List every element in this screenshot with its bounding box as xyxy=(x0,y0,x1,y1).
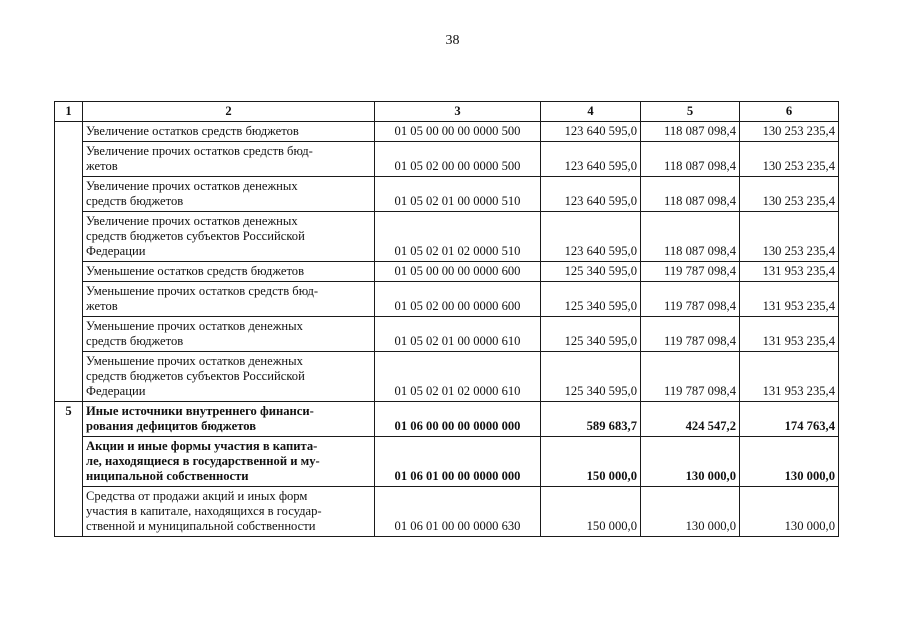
amount-col5-cell: 119 787 098,4 xyxy=(641,317,740,352)
row-number-cell xyxy=(55,437,83,487)
table-row xyxy=(55,122,839,142)
amount-col6-cell: 130 253 235,4 xyxy=(740,142,839,177)
row-number-cell xyxy=(55,282,83,317)
amount-col6-cell: 174 763,4 xyxy=(740,402,839,437)
description-cell: Уменьшение прочих остатков средств бюд- жетов xyxy=(83,282,375,317)
amount-col6-cell: 130 000,0 xyxy=(740,487,839,537)
description-cell: Акции и иные формы участия в капита- ле, находящиеся в государственной и му- ниципальной собственности xyxy=(83,437,375,487)
table-row xyxy=(55,142,839,177)
table-row xyxy=(55,352,839,402)
amount-col6-cell: 131 953 235,4 xyxy=(740,262,839,282)
code-cell: 01 05 02 00 00 0000 500 xyxy=(375,142,541,177)
amount-col6-cell: 131 953 235,4 xyxy=(740,352,839,402)
amount-col5-cell: 118 087 098,4 xyxy=(641,142,740,177)
description-cell: Увеличение прочих остатков денежных средств бюджетов субъектов Российской Федерации xyxy=(83,212,375,262)
description-cell: Увеличение прочих остатков денежных средств бюджетов xyxy=(83,177,375,212)
code-cell: 01 05 02 01 00 0000 610 xyxy=(375,317,541,352)
code-cell: 01 06 01 00 00 0000 000 xyxy=(375,437,541,487)
header-cell-2: 2 xyxy=(83,102,375,122)
code-cell: 01 05 00 00 00 0000 500 xyxy=(375,122,541,142)
row-number-cell xyxy=(55,177,83,212)
amount-col6-cell: 130 000,0 xyxy=(740,437,839,487)
amount-col4-cell: 125 340 595,0 xyxy=(541,262,641,282)
amount-col6-cell: 131 953 235,4 xyxy=(740,317,839,352)
table-row xyxy=(55,402,839,437)
amount-col5-cell: 118 087 098,4 xyxy=(641,122,740,142)
amount-col6-cell: 130 253 235,4 xyxy=(740,212,839,262)
amount-col4-cell: 125 340 595,0 xyxy=(541,352,641,402)
table-row xyxy=(55,437,839,487)
table-row xyxy=(55,282,839,317)
amount-col6-cell: 130 253 235,4 xyxy=(740,122,839,142)
table-row xyxy=(55,177,839,212)
row-number-cell xyxy=(55,352,83,402)
amount-col5-cell: 130 000,0 xyxy=(641,487,740,537)
amount-col4-cell: 123 640 595,0 xyxy=(541,142,641,177)
amount-col5-cell: 130 000,0 xyxy=(641,437,740,487)
table-body xyxy=(55,102,839,537)
code-cell: 01 06 01 00 00 0000 630 xyxy=(375,487,541,537)
description-cell: Уменьшение остатков средств бюджетов xyxy=(83,262,375,282)
amount-col4-cell: 123 640 595,0 xyxy=(541,212,641,262)
header-cell-3: 3 xyxy=(375,102,541,122)
row-number-cell xyxy=(55,212,83,262)
amount-col4-cell: 150 000,0 xyxy=(541,487,641,537)
header-cell-6: 6 xyxy=(740,102,839,122)
description-cell: Увеличение остатков средств бюджетов xyxy=(83,122,375,142)
row-number-cell xyxy=(55,317,83,352)
description-cell: Средства от продажи акций и иных форм участия в капитале, находящихся в государ- ственной и муниципальной собственности xyxy=(83,487,375,537)
amount-col5-cell: 118 087 098,4 xyxy=(641,177,740,212)
row-number-cell xyxy=(55,142,83,177)
header-cell-5: 5 xyxy=(641,102,740,122)
amount-col4-cell: 123 640 595,0 xyxy=(541,122,641,142)
code-cell: 01 06 00 00 00 0000 000 xyxy=(375,402,541,437)
amount-col4-cell: 589 683,7 xyxy=(541,402,641,437)
table-row xyxy=(55,212,839,262)
amount-col5-cell: 119 787 098,4 xyxy=(641,262,740,282)
page-number: 38 xyxy=(445,33,460,48)
header-cell-1: 1 xyxy=(55,102,83,122)
amount-col4-cell: 125 340 595,0 xyxy=(541,317,641,352)
row-number-cell xyxy=(55,122,83,142)
row-number-cell xyxy=(55,487,83,537)
budget-sources-table xyxy=(54,101,839,537)
table-row xyxy=(55,262,839,282)
description-cell: Уменьшение прочих остатков денежных средств бюджетов субъектов Российской Федерации xyxy=(83,352,375,402)
row-number-cell xyxy=(55,262,83,282)
amount-col5-cell: 119 787 098,4 xyxy=(641,352,740,402)
amount-col5-cell: 118 087 098,4 xyxy=(641,212,740,262)
amount-col5-cell: 424 547,2 xyxy=(641,402,740,437)
amount-col5-cell: 119 787 098,4 xyxy=(641,282,740,317)
code-cell: 01 05 02 01 00 0000 510 xyxy=(375,177,541,212)
table-row xyxy=(55,487,839,537)
amount-col6-cell: 131 953 235,4 xyxy=(740,282,839,317)
header-row xyxy=(55,102,839,122)
amount-col4-cell: 125 340 595,0 xyxy=(541,282,641,317)
code-cell: 01 05 02 01 02 0000 610 xyxy=(375,352,541,402)
description-cell: Иные источники внутреннего финанси- рования дефицитов бюджетов xyxy=(83,402,375,437)
table-row xyxy=(55,317,839,352)
amount-col4-cell: 123 640 595,0 xyxy=(541,177,641,212)
description-cell: Уменьшение прочих остатков денежных средств бюджетов xyxy=(83,317,375,352)
amount-col4-cell: 150 000,0 xyxy=(541,437,641,487)
code-cell: 01 05 02 00 00 0000 600 xyxy=(375,282,541,317)
code-cell: 01 05 02 01 02 0000 510 xyxy=(375,212,541,262)
amount-col6-cell: 130 253 235,4 xyxy=(740,177,839,212)
row-number-cell: 5 xyxy=(55,402,83,437)
header-cell-4: 4 xyxy=(541,102,641,122)
code-cell: 01 05 00 00 00 0000 600 xyxy=(375,262,541,282)
description-cell: Увеличение прочих остатков средств бюд- жетов xyxy=(83,142,375,177)
